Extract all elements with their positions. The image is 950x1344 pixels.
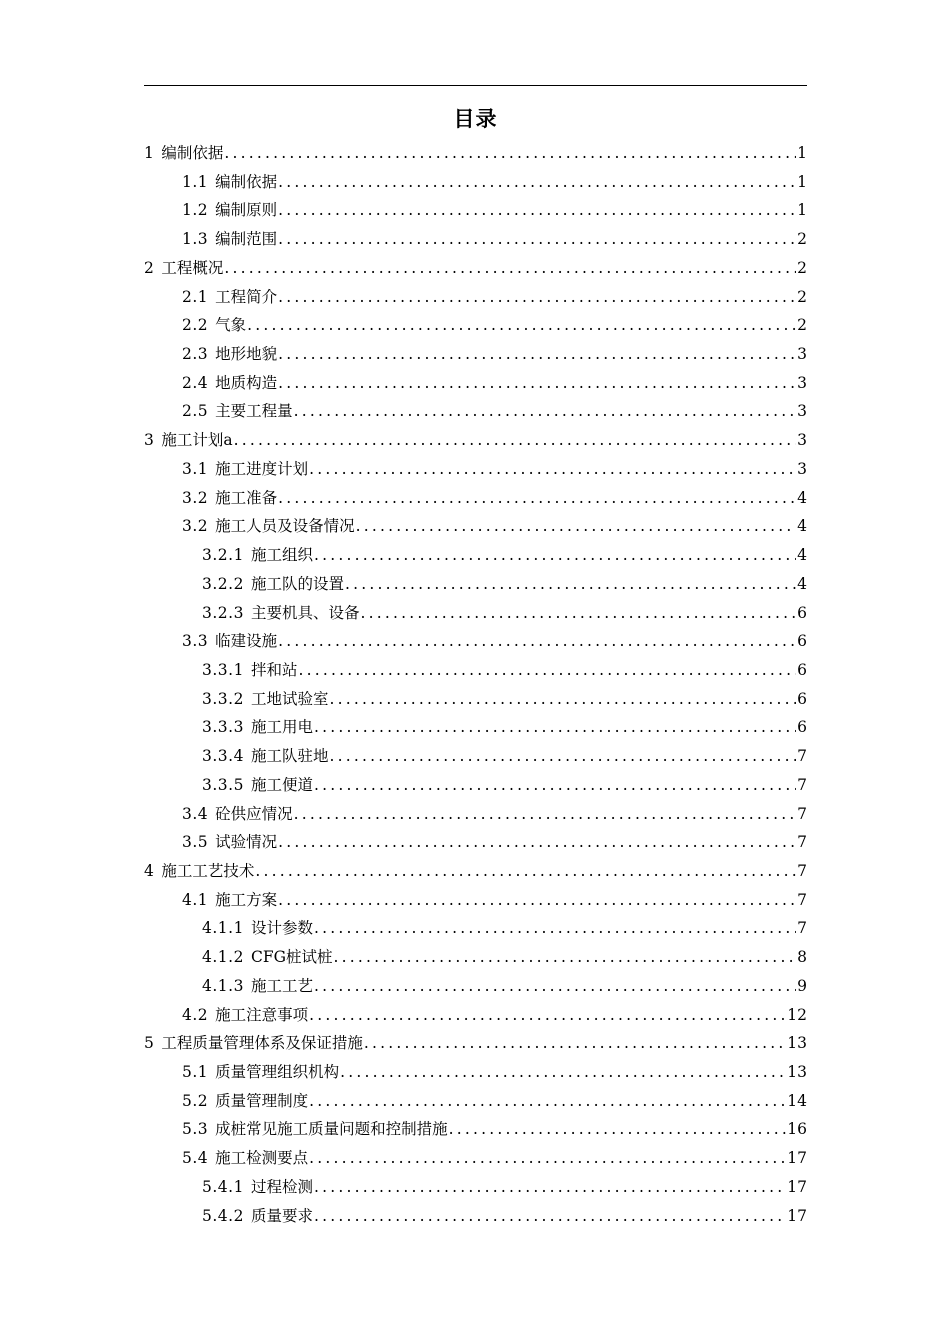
toc-entry-page: 17	[787, 1206, 807, 1225]
toc-entry[interactable]	[144, 599, 807, 628]
toc-entry-number: 3.2	[182, 517, 209, 536]
toc-entry-page: 2	[797, 258, 807, 277]
toc-entry-title: 施工便道	[250, 775, 313, 794]
toc-entry-page: 6	[797, 689, 807, 708]
toc-dot-leader	[278, 627, 796, 656]
toc-dot-leader	[278, 340, 796, 369]
toc-entry-number: 3.3.1	[202, 660, 244, 679]
toc-entry-title: 工地试验室	[250, 689, 329, 708]
toc-entry-number: 2	[144, 258, 155, 277]
toc-entry-page: 4	[797, 488, 807, 507]
toc-entry-number: 3	[144, 431, 155, 450]
toc-entry-title: 气象	[215, 316, 247, 335]
toc-entry-number: 3.2.1	[202, 546, 244, 565]
toc-entry-page: 3	[797, 373, 807, 392]
toc-entry-number: 4.1.1	[202, 919, 244, 938]
toc-entry-title: 成桩常见施工质量问题和控制措施	[215, 1120, 448, 1139]
toc-entry-number: 2.2	[182, 316, 209, 335]
toc-entry[interactable]	[144, 168, 807, 197]
toc-entry-number: 4.1.3	[202, 976, 244, 995]
toc-entry[interactable]	[144, 139, 807, 168]
toc-entry[interactable]	[144, 1202, 807, 1231]
toc-entry[interactable]	[144, 541, 807, 570]
toc-dot-leader	[314, 771, 796, 800]
toc-entry-title: 拌和站	[250, 660, 298, 679]
toc-dot-leader	[234, 426, 797, 455]
toc-entry-number: 3.5	[182, 833, 209, 852]
toc-entry-page: 7	[797, 747, 807, 766]
toc-entry[interactable]	[144, 225, 807, 254]
toc-entry-number: 4.1.2	[202, 948, 244, 967]
toc-entry-title: 砼供应情况	[215, 804, 293, 823]
toc-entry[interactable]	[144, 800, 807, 829]
toc-entry-page: 3	[797, 402, 807, 421]
toc-dot-leader	[345, 570, 796, 599]
toc-dot-leader	[294, 397, 796, 426]
toc-entry-page: 7	[797, 861, 807, 880]
toc-dot-leader	[314, 541, 796, 570]
toc-entry[interactable]	[144, 742, 807, 771]
toc-entry-page: 7	[797, 919, 807, 938]
toc-entry-page: 17	[787, 1149, 807, 1168]
toc-entry-number: 3.2.2	[202, 574, 244, 593]
toc-dot-leader	[449, 1115, 787, 1144]
toc-dot-leader	[224, 254, 796, 283]
toc-dot-leader	[278, 828, 796, 857]
toc-entry-title: 施工用电	[250, 718, 313, 737]
toc-entry-title: 编制依据	[161, 144, 224, 162]
toc-dot-leader	[314, 914, 796, 943]
toc-entry-page: 3	[797, 459, 807, 478]
toc-dot-leader	[309, 455, 796, 484]
toc-dot-leader	[314, 1173, 786, 1202]
toc-entry-title: 施工方案	[215, 890, 278, 909]
toc-dot-leader	[309, 1144, 786, 1173]
toc-entry[interactable]	[144, 828, 807, 857]
toc-dot-leader	[278, 369, 796, 398]
toc-entry-number: 1.2	[182, 201, 209, 220]
toc-entry-title: 施工队的设置	[250, 574, 344, 593]
toc-entry-number: 4	[144, 861, 155, 880]
toc-dot-leader	[356, 512, 796, 541]
toc-entry-title: 施工检测要点	[215, 1149, 309, 1168]
toc-entry-title: 工程质量管理体系及保证措施	[161, 1034, 363, 1053]
toc-entry-title: 地质构造	[215, 373, 278, 392]
toc-entry-number: 5.4.1	[202, 1177, 244, 1196]
toc-entry[interactable]	[144, 196, 807, 225]
toc-entry-number: 3.3.3	[202, 718, 244, 737]
toc-entry-page: 2	[797, 287, 807, 306]
toc-entry-number: 3.3.4	[202, 747, 244, 766]
toc-dot-leader	[314, 713, 796, 742]
toc-dot-leader	[278, 484, 796, 513]
toc-entry-number: 3.2.3	[202, 603, 244, 622]
toc-dot-leader	[314, 972, 796, 1001]
toc-dot-leader	[298, 656, 796, 685]
toc-entry[interactable]	[144, 512, 807, 541]
toc-entry[interactable]	[144, 1029, 807, 1058]
toc-entry[interactable]	[144, 1173, 807, 1202]
toc-entry-title: 施工组织	[250, 546, 313, 565]
toc-entry-title: 过程检测	[250, 1177, 313, 1196]
toc-entry-page: 9	[797, 976, 807, 995]
toc-entry-title: 编制依据	[215, 172, 278, 191]
toc-entry-page: 6	[797, 718, 807, 737]
toc-entry-title: 主要机具、设备	[250, 603, 360, 622]
toc-entry-number: 1.3	[182, 230, 209, 249]
toc-entry-title: 质量管理组织机构	[215, 1063, 340, 1081]
toc-entry-page: 7	[797, 804, 807, 823]
toc-entry-number: 3.3	[182, 632, 209, 651]
toc-entry[interactable]	[144, 685, 807, 714]
toc-entry-number: 1.1	[182, 172, 209, 191]
toc-dot-leader	[255, 857, 796, 886]
toc-entry-page: 12	[787, 1005, 807, 1024]
toc-entry[interactable]	[144, 484, 807, 513]
toc-entry[interactable]	[144, 972, 807, 1001]
toc-entry-title: 施工注意事项	[215, 1005, 309, 1024]
toc-entry-title: 工程简介	[215, 287, 278, 306]
toc-entry-number: 4.1	[182, 890, 209, 909]
toc-entry[interactable]	[144, 455, 807, 484]
toc-entry-title: 质量要求	[250, 1206, 313, 1225]
toc-entry-title: 施工准备	[215, 488, 278, 507]
toc-dot-leader	[329, 742, 796, 771]
toc-entry-title: 设计参数	[250, 919, 313, 938]
toc-entry-page: 8	[797, 948, 807, 967]
toc-entry-title: 地形地貌	[215, 345, 278, 364]
toc-entry[interactable]	[144, 1001, 807, 1030]
toc-dot-leader	[364, 1029, 786, 1058]
toc-entry-page: 4	[797, 517, 807, 536]
toc-entry[interactable]	[144, 369, 807, 398]
toc-entry[interactable]	[144, 397, 807, 426]
toc-entry[interactable]	[144, 886, 807, 915]
toc-entry-page: 3	[797, 345, 807, 364]
toc-dot-leader	[278, 225, 796, 254]
toc-entry-page: 13	[787, 1034, 807, 1053]
toc-dot-leader	[314, 1202, 786, 1231]
toc-entry[interactable]	[144, 1058, 807, 1087]
toc-dot-leader	[278, 886, 796, 915]
toc-dot-leader	[278, 196, 796, 225]
toc-entry-number: 5.4	[182, 1149, 209, 1168]
toc-dot-leader	[329, 685, 796, 714]
toc-entry[interactable]	[144, 627, 807, 656]
toc-entry[interactable]	[144, 1115, 807, 1144]
toc-entry-title: 施工队驻地	[250, 747, 329, 766]
toc-entry-page: 7	[797, 890, 807, 909]
toc-dot-leader	[309, 1087, 786, 1116]
toc-dot-leader	[224, 139, 796, 168]
toc-entry-title: 临建设施	[215, 632, 278, 651]
toc-entry-number: 2.5	[182, 402, 209, 421]
toc-entry-title: 工程概况	[161, 258, 224, 277]
toc-entry-page: 3	[797, 431, 807, 450]
toc-dot-leader	[278, 283, 796, 312]
toc-entry[interactable]	[144, 1087, 807, 1116]
toc-entry-title: 施工工艺技术	[161, 861, 255, 880]
toc-entry-page: 1	[797, 172, 807, 191]
header-rule	[144, 85, 807, 86]
toc-dot-leader	[247, 311, 796, 340]
toc-title: 目录	[453, 107, 498, 131]
toc-entry-title: CFG桩试桩	[250, 948, 333, 967]
toc-entry-page: 2	[797, 316, 807, 335]
toc-entry-number: 4.2	[182, 1005, 209, 1024]
toc-entry-page: 4	[797, 546, 807, 565]
toc-entry-page: 1	[797, 201, 807, 220]
toc-dot-leader	[309, 1001, 786, 1030]
toc-entry[interactable]	[144, 1144, 807, 1173]
toc-entry-number: 3.3.5	[202, 775, 244, 794]
toc-entry-title: 主要工程量	[215, 402, 293, 421]
toc-entry-title: 施工人员及设备情况	[215, 517, 355, 536]
toc-entry[interactable]	[144, 254, 807, 283]
toc-entry-title: 施工工艺	[250, 976, 313, 995]
toc-entry-page: 1	[797, 144, 807, 162]
toc-entry[interactable]	[144, 914, 807, 943]
toc-entry-number: 2.3	[182, 345, 209, 364]
toc-entry-page: 13	[787, 1063, 807, 1081]
toc-entry-page: 7	[797, 833, 807, 852]
toc-entry-number: 5.1	[182, 1063, 209, 1081]
toc-entry[interactable]	[144, 311, 807, 340]
toc-entry[interactable]	[144, 426, 807, 455]
toc-entry-page: 6	[797, 632, 807, 651]
toc-entry-page: 2	[797, 230, 807, 249]
toc-dot-leader	[360, 599, 796, 628]
toc-entry-number: 5.2	[182, 1091, 209, 1110]
toc-entry-number: 2.1	[182, 287, 209, 306]
toc-entry-page: 17	[787, 1177, 807, 1196]
toc-entry[interactable]	[144, 943, 807, 972]
toc-entry-title: 编制原则	[215, 201, 278, 220]
toc-entry-number: 3.4	[182, 804, 209, 823]
toc-entry[interactable]	[144, 656, 807, 685]
toc-entry[interactable]	[144, 283, 807, 312]
toc-entry-page: 6	[797, 603, 807, 622]
toc-entry-title: 编制范围	[215, 230, 278, 249]
toc-dot-leader	[333, 943, 796, 972]
toc-dot-leader	[278, 168, 796, 197]
toc-entry-title: 试验情况	[215, 833, 278, 852]
toc-entry-number: 3.1	[182, 459, 209, 478]
toc-entry-page: 6	[797, 660, 807, 679]
toc-entry-number: 2.4	[182, 373, 209, 392]
toc-entry-number: 5.3	[182, 1120, 209, 1139]
toc-entry[interactable]	[144, 771, 807, 800]
toc-entry-title: 质量管理制度	[215, 1091, 309, 1110]
toc-entry[interactable]	[144, 857, 807, 886]
toc-entry[interactable]	[144, 713, 807, 742]
toc-dot-leader	[294, 800, 796, 829]
toc-entry-number: 5	[144, 1034, 155, 1053]
toc-entry-page: 4	[797, 574, 807, 593]
toc-entry-number: 3.2	[182, 488, 209, 507]
toc-entry-title: 施工计划a	[161, 431, 233, 450]
toc-entry-number: 1	[144, 144, 155, 162]
toc-entry-page: 16	[787, 1120, 807, 1139]
toc-entry-number: 3.3.2	[202, 689, 244, 708]
toc-entry-title: 施工进度计划	[215, 459, 309, 478]
toc-entry-page: 7	[797, 775, 807, 794]
toc-entry-page: 14	[787, 1091, 807, 1110]
toc-entry-number: 5.4.2	[202, 1206, 244, 1225]
table-of-contents	[144, 139, 807, 1230]
toc-entry[interactable]	[144, 570, 807, 599]
toc-entry[interactable]	[144, 340, 807, 369]
toc-dot-leader	[340, 1058, 786, 1087]
